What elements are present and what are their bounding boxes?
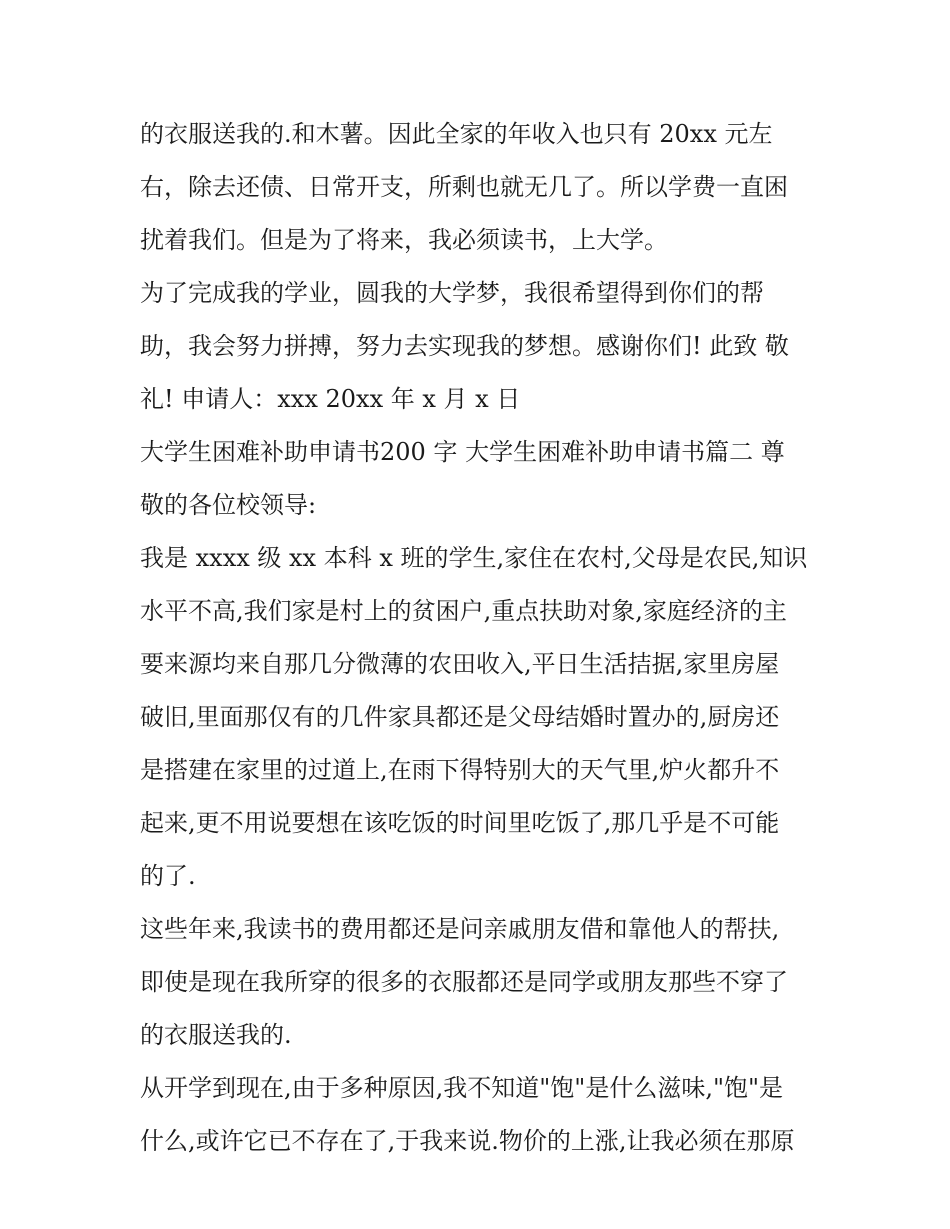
text-line: 为了完成我的学业，圆我的大学梦，我很希望得到你们的帮 [140,279,764,307]
text-line: 即使是现在我所穿的很多的衣服都还是同学或朋友那些不穿了 [140,968,788,996]
text-line: 起来,更不用说要想在该吃饭的时间里吃饭了,那几乎是不可能 [140,809,780,837]
document-body [140,108,820,1168]
text-line: 我是 xxxx 级 xx 本科 x 班的学生,家住在农村,父母是农民,知识 [140,544,808,572]
text-line: 从开学到现在,由于多种原因,我不知道"饱"是什么滋味,"饱"是 [140,1074,784,1102]
text-line: 大学生困难补助申请书200 字 大学生困难补助申请书篇二 尊 [140,438,785,466]
text-line: 的衣服送我的. [140,1021,292,1049]
text-line: 这些年来,我读书的费用都还是问亲戚朋友借和靠他人的帮扶, [140,915,780,943]
text-line: 右，除去还债、日常开支，所剩也就无几了。所以学费一直困 [140,173,788,201]
text-line: 水平不高,我们家是村上的贫困户,重点扶助对象,家庭经济的主 [140,597,787,625]
text-line: 的衣服送我的.和木薯。因此全家的年收入也只有 20xx 元左 [140,120,773,148]
text-line: 是搭建在家里的过道上,在雨下得特别大的天气里,炉火都升不 [140,756,780,784]
text-line: 敬的各位校领导: [140,491,317,519]
text-line: 扰着我们。但是为了将来，我必须读书，上大学。 [140,226,668,254]
text-line: 要来源均来自那几分微薄的农田收入,平日生活拮据,家里房屋 [140,650,780,678]
text-line: 礼! 申请人：xxx 20xx 年 x 月 x 日 [140,385,521,413]
text-line: 助，我会努力拼搏，努力去实现我的梦想。感谢你们! 此致 敬 [140,332,789,360]
text-line: 什么,或许它已不存在了,于我来说.物价的上涨,让我必须在那原 [140,1127,795,1155]
text-line: 破旧,里面那仅有的几件家具都还是父母结婚时置办的,厨房还 [140,703,780,731]
text-line: 的了. [140,862,196,890]
